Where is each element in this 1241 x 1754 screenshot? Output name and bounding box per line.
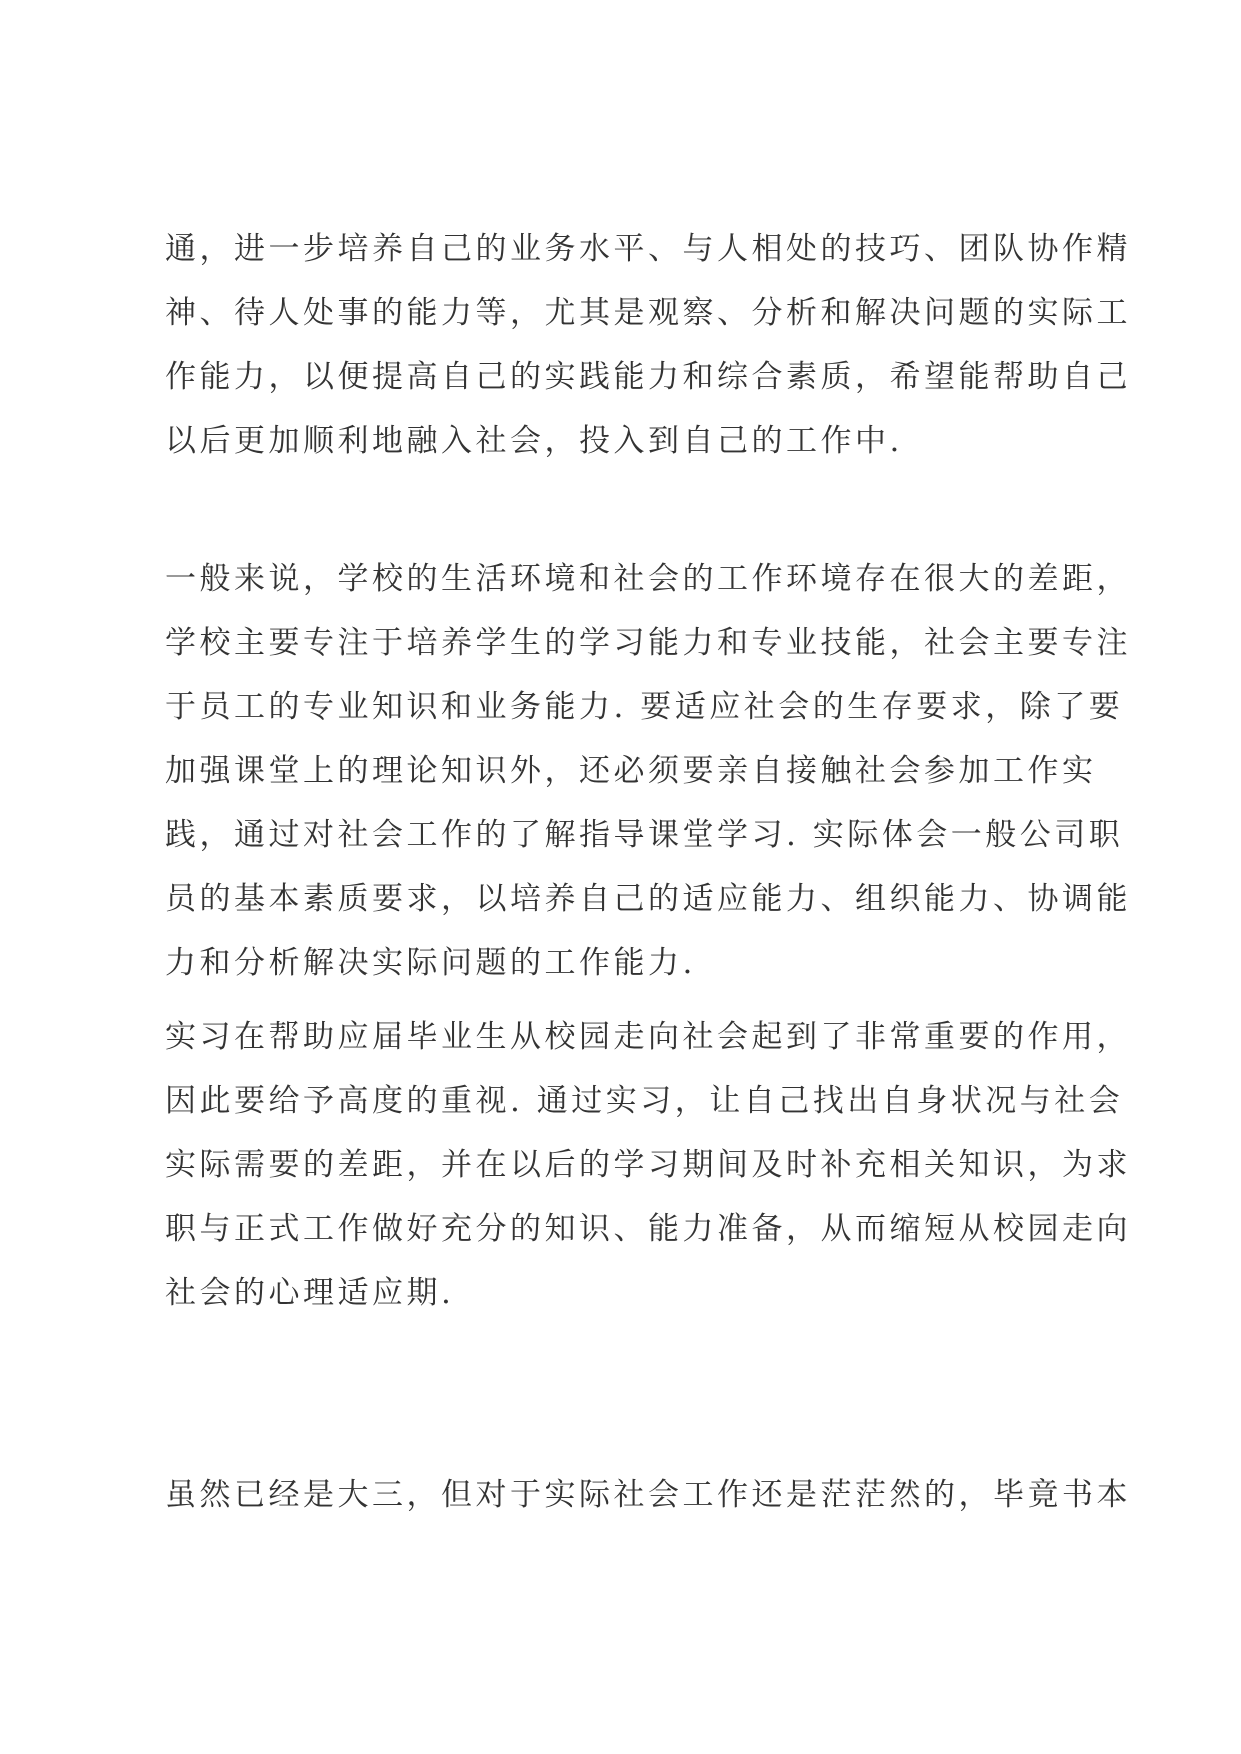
text-line: 作能力，以便提高自己的实践能力和综合素质，希望能帮助自己 [165,359,1131,395]
text-line: 以后更加顺利地融入社会，投入到自己的工作中. [165,423,903,459]
text-line: 员的基本素质要求，以培养自己的适应能力、组织能力、协调能 [165,881,1131,917]
text-line: 于员工的专业知识和业务能力. 要适应社会的生存要求，除了要 [165,689,1124,725]
text-line: 加强课堂上的理论知识外，还必须要亲自接触社会参加工作实 [165,753,1097,789]
text-line: 因此要给予高度的重视. 通过实习，让自己找出自身状况与社会 [165,1083,1124,1119]
text-line: 虽然已经是大三，但对于实际社会工作还是茫茫然的，毕竟书本 [165,1477,1131,1513]
text-line: 职与正式工作做好充分的知识、能力准备，从而缩短从校园走向 [165,1211,1131,1247]
paragraph-1 [165,217,1131,473]
text-line: 通，进一步培养自己的业务水平、与人相处的技巧、团队协作精 [165,231,1131,267]
text-line: 实习在帮助应届毕业生从校园走向社会起到了非常重要的作用， [165,1019,1131,1055]
text-line: 力和分析解决实际问题的工作能力. [165,945,696,981]
text-line: 学校主要专注于培养学生的学习能力和专业技能，社会主要专注 [165,625,1131,661]
text-line: 一般来说，学校的生活环境和社会的工作环境存在很大的差距， [165,561,1131,597]
text-line: 社会的心理适应期. [165,1275,455,1311]
paragraph-4 [165,1463,1131,1527]
text-line: 神、待人处事的能力等，尤其是观察、分析和解决问题的实际工 [165,295,1131,331]
text-line: 实际需要的差距，并在以后的学习期间及时补充相关知识，为求 [165,1147,1131,1183]
text-line: 践，通过对社会工作的了解指导课堂学习. 实际体会一般公司职 [165,817,1124,853]
paragraph-3 [165,1005,1131,1325]
paragraph-2 [165,547,1131,995]
